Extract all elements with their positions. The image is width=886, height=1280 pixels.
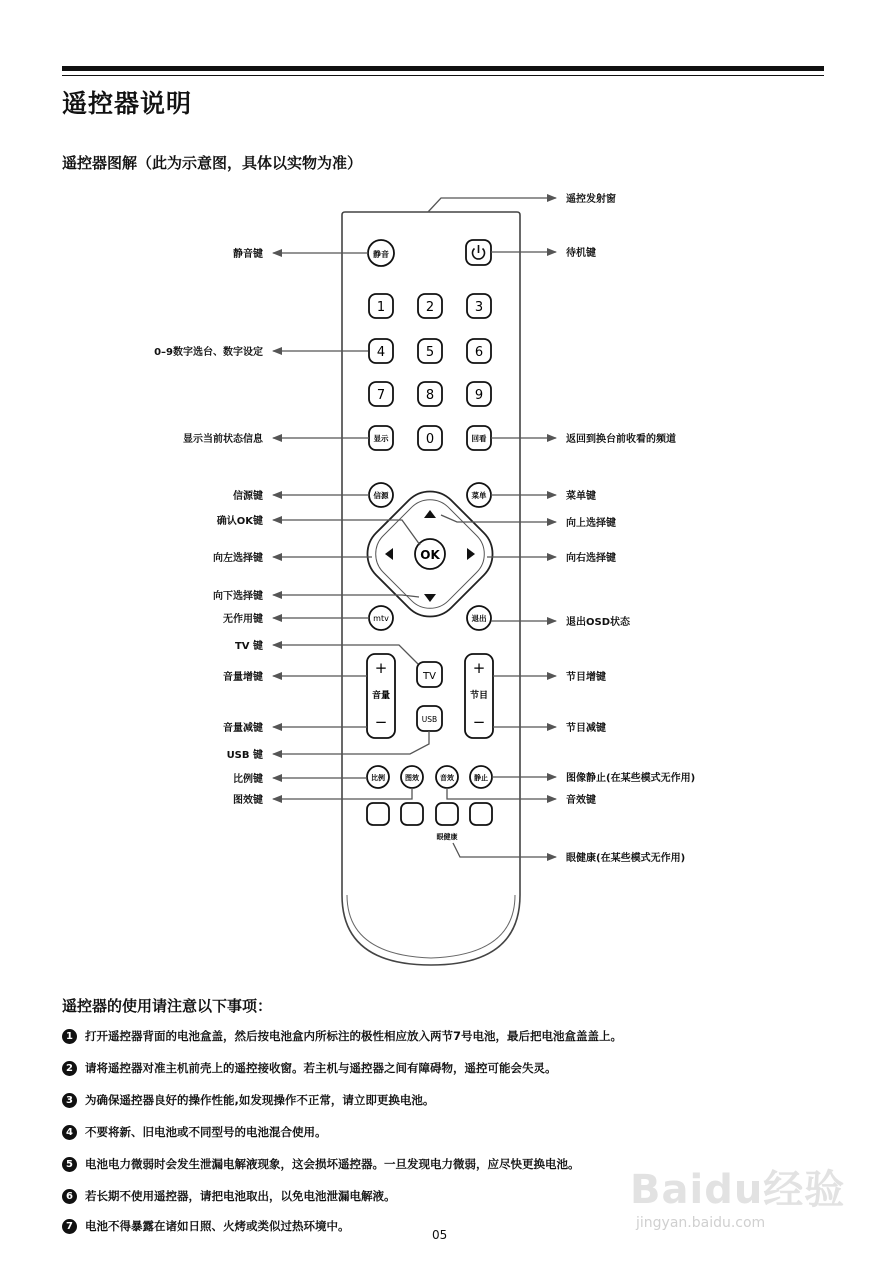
number-button-0[interactable]	[418, 426, 442, 450]
label-eye-health: 眼健康(在某些模式无作用)	[566, 853, 686, 864]
note-text: 若长期不使用遥控器，请把电池取出，以免电池泄漏电解液。	[85, 1189, 396, 1203]
note-text: 请将遥控器对准主机前壳上的遥控接收窗。若主机与遥控器之间有障碍物，遥控可能会失灵。	[85, 1061, 557, 1075]
number-button-4[interactable]	[369, 339, 393, 363]
watermark-url: jingyan.baidu.com	[636, 1215, 766, 1231]
note-number: 6	[62, 1189, 77, 1204]
note-number: 7	[62, 1219, 77, 1234]
number-label: 9	[474, 388, 484, 403]
eye-health-label: 眼健康	[436, 833, 458, 841]
label-freeze: 图像静止(在某些模式无作用)	[566, 773, 696, 784]
tv-button-label: TV	[423, 671, 436, 682]
label-vol-down: 音量减键	[223, 723, 263, 734]
sound-button[interactable]	[436, 766, 458, 788]
menu-button-label: 菜单	[471, 491, 487, 500]
number-button-1[interactable]	[369, 294, 393, 318]
label-standby: 待机键	[566, 248, 596, 259]
tv-button[interactable]	[417, 662, 442, 687]
note-number: 5	[62, 1157, 77, 1172]
number-button-6[interactable]	[467, 339, 491, 363]
number-label: 8	[425, 388, 435, 403]
number-label: 7	[376, 388, 386, 403]
mute-button[interactable]	[368, 240, 394, 266]
number-label: 4	[376, 345, 386, 360]
label-left: 向左选择键	[213, 553, 263, 564]
label-vol-up: 音量增键	[223, 672, 263, 683]
note-text: 电池不得暴露在诸如日照、火烤或类似过热环境中。	[85, 1219, 350, 1233]
freeze-button[interactable]	[470, 766, 492, 788]
note-number: 1	[62, 1029, 77, 1044]
number-button-7[interactable]	[369, 382, 393, 406]
color-key-4[interactable]	[470, 803, 492, 825]
display-button[interactable]	[369, 426, 393, 450]
note-number: 3	[62, 1093, 77, 1108]
ratio-button-label: 比例	[371, 774, 385, 782]
note-item	[62, 1156, 580, 1172]
mtv-button-label: mtv	[373, 614, 389, 623]
ratio-button[interactable]	[367, 766, 389, 788]
label-up: 向上选择键	[566, 518, 616, 529]
note-item	[62, 1218, 350, 1234]
number-label: 0	[425, 432, 435, 447]
number-button-8[interactable]	[418, 382, 442, 406]
program-plus-label: +	[472, 659, 486, 677]
label-usb: USB 键	[226, 750, 263, 761]
color-key-1[interactable]	[367, 803, 389, 825]
picture-button[interactable]	[401, 766, 423, 788]
number-button-5[interactable]	[418, 339, 442, 363]
ok-button-label: OK	[420, 548, 440, 562]
note-item	[62, 1028, 622, 1044]
label-picture: 图效键	[233, 795, 263, 806]
label-mute: 静音键	[233, 249, 263, 260]
mute-button-label: 静音	[373, 250, 389, 259]
back-button-label: 回看	[471, 434, 487, 443]
volume-minus-label: −	[374, 713, 388, 731]
note-item	[62, 1060, 557, 1076]
exit-button-label: 退出	[471, 614, 487, 623]
label-menu: 菜单键	[566, 491, 596, 502]
sound-button-label: 音效	[440, 774, 454, 782]
label-sound: 音效键	[566, 795, 596, 806]
label-tv: TV 键	[234, 641, 263, 652]
color-key-2[interactable]	[401, 803, 423, 825]
exit-button[interactable]	[467, 606, 491, 630]
label-down: 向下选择键	[213, 591, 263, 602]
display-button-label: 显示	[373, 434, 389, 443]
note-item	[62, 1124, 327, 1140]
label-display: 显示当前状态信息	[183, 434, 263, 445]
label-ir-window: 遥控发射窗	[566, 194, 616, 205]
usb-button[interactable]	[417, 706, 442, 731]
page-title: 遥控器说明	[62, 89, 193, 118]
note-text: 不要将新、旧电池或不同型号的电池混合使用。	[85, 1125, 327, 1139]
page-number: 05	[432, 1228, 448, 1242]
program-label: 节目	[469, 691, 489, 701]
number-label: 3	[474, 300, 484, 315]
power-button[interactable]	[466, 240, 491, 265]
picture-button-label: 图效	[405, 774, 419, 782]
menu-button[interactable]	[467, 483, 491, 507]
volume-label: 音量	[371, 691, 391, 701]
program-rocker[interactable]	[465, 654, 493, 738]
label-exit: 退出OSD状态	[566, 617, 631, 628]
number-label: 2	[425, 300, 435, 315]
usb-button-label: USB	[421, 715, 438, 724]
note-item	[62, 1188, 396, 1204]
mtv-button[interactable]	[369, 606, 393, 630]
source-button[interactable]	[369, 483, 393, 507]
freeze-button-label: 静止	[474, 774, 488, 782]
label-digits: 0–9数字选台、数字设定	[154, 347, 263, 358]
note-text: 为确保遥控器良好的操作性能,如发现操作不正常，请立即更换电池。	[85, 1093, 435, 1107]
note-text: 打开遥控器背面的电池盒盖，然后按电池盒内所标注的极性相应放入两节7号电池，最后把电池盒盖盖上。	[85, 1029, 622, 1043]
back-button[interactable]	[467, 426, 491, 450]
number-label: 6	[474, 345, 484, 360]
note-number: 2	[62, 1061, 77, 1076]
volume-plus-label: +	[374, 659, 388, 677]
label-right: 向右选择键	[566, 553, 616, 564]
label-prog-up: 节目增键	[566, 672, 606, 683]
label-ratio: 比例键	[233, 774, 263, 785]
number-button-2[interactable]	[418, 294, 442, 318]
source-button-label: 信源	[373, 491, 389, 500]
number-label: 1	[376, 300, 386, 315]
label-ok: 确认OK键	[216, 516, 263, 527]
watermark-brand: Baidu经验	[630, 1167, 846, 1213]
number-button-9[interactable]	[467, 382, 491, 406]
note-item	[62, 1092, 434, 1108]
volume-rocker[interactable]	[367, 654, 395, 738]
number-button-3[interactable]	[467, 294, 491, 318]
number-label: 5	[425, 345, 435, 360]
program-minus-label: −	[472, 713, 486, 731]
note-text: 电池电力微弱时会发生泄漏电解液现象，这会损坏遥控器。一旦发现电力微弱，应尽快更换电池。	[85, 1157, 580, 1171]
label-prog-down: 节目减键	[566, 723, 606, 734]
diagram-subtitle: 遥控器图解（此为示意图，具体以实物为准）	[62, 154, 363, 172]
label-source: 信源键	[233, 491, 263, 502]
label-noop: 无作用键	[223, 614, 263, 625]
eye-health-button[interactable]	[436, 803, 458, 825]
watermark	[630, 1158, 845, 1231]
notes-title: 遥控器的使用请注意以下事项：	[62, 997, 273, 1015]
label-back: 返回到换台前收看的频道	[566, 434, 676, 445]
note-number: 4	[62, 1125, 77, 1140]
